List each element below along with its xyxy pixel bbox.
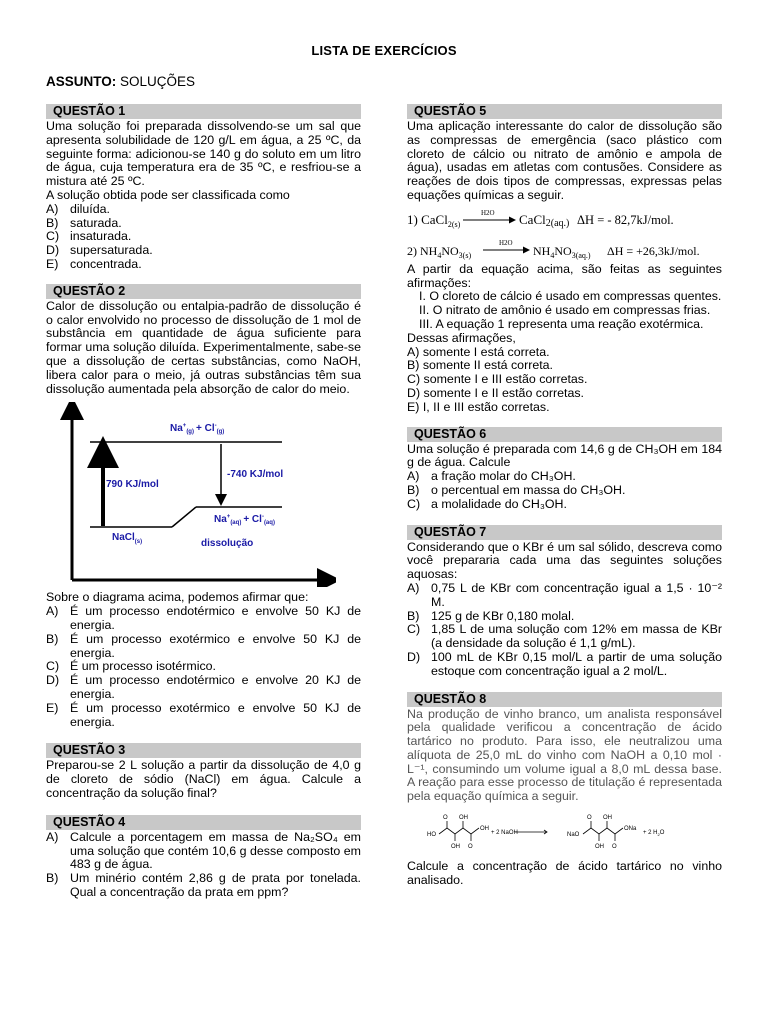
option-b [407,610,722,624]
solid-label: NaCl$_{(s)}$ [112,532,143,546]
hydration-energy-label: -740 KJ/mol [227,469,284,481]
eq1-solvent: H2O [481,208,495,217]
option-c [407,623,722,651]
enthalpy-diagram [46,402,336,587]
option-text: a fração molar do CH₃OH. [431,469,576,484]
reactant-chain [439,828,479,834]
option-a [407,582,722,610]
eq2-product: $NH_4NO_{3(aq.)}$ [533,243,591,260]
option-d: D) somente I e II estão corretas. [407,385,584,400]
question-1-options [46,203,361,272]
option-letter: A) [407,580,420,595]
option-b [407,484,722,498]
option-e [46,258,361,272]
option-text: É um processo exotérmico e envolve 50 KJ de energia. [70,700,361,729]
statement-3: III. A equação 1 representa uma reação exotérmica. [419,316,704,331]
reactant-o2: O [468,844,473,851]
dissolution-path [172,507,196,527]
question-5-lead: Dessas afirmações, [407,330,516,345]
product-ona: ONa [624,826,637,833]
option-b [46,217,361,231]
equation-2 [407,237,722,263]
lattice-energy-label: 790 KJ/mol [106,479,159,491]
option-c [46,230,361,244]
option-letter: B) [407,608,420,623]
option-text: 1,85 L de uma solução com 12% em massa de KBr (a densidade da solução é 1,1 g/mL). [431,622,722,651]
option-e: E) I, II e III estão corretas. [407,399,550,414]
product-oh2: OH [595,844,604,851]
eq2-enthalpy: ΔH = +26,3kJ/mol. [607,243,700,258]
option-b: B) somente II está correta. [407,358,553,373]
statement-1: I. O cloreto de cálcio é usado em compressas quentes. [419,289,722,304]
eq1-enthalpy: ΔH = - 82,7kJ/mol. [577,212,674,227]
question-4-items [46,831,361,900]
question-2-prompt: Sobre o diagrama acima, podemos afirmar que: [46,590,309,605]
page-title: LISTA DE EXERCÍCIOS [311,43,457,58]
option-text: a molalidade do CH₃OH. [431,496,567,511]
left-column [46,104,361,900]
option-text: supersaturada. [70,243,153,258]
option-text: É um processo endotérmico e envolve 50 KJ de energia. [70,604,361,632]
option-e [46,702,361,730]
item-letter: B) [46,871,59,886]
question-7-text: Considerando que o KBr é um sal sólido, descreva como você prepararia cada uma das seguintes soluções aquosas: [407,539,722,582]
eq2-solvent: H2O [499,238,513,247]
water-product: + 2 $H_2O$ [643,830,665,838]
option-c [407,498,722,512]
eq1-reactant: 1) CaCl$_{2(s)}$ [407,211,461,229]
option-d [407,651,722,679]
option-letter: E) [46,700,59,715]
product-chain [583,828,623,834]
product-nao: NaO [567,832,580,839]
question-3-text: Preparou-se 2 L solução a partir da dissolução de 4,0 g de cloreto de sódio (NaCl) em água. Calcule a concentração da solução final? [46,758,361,800]
reactant-oh1: OH [459,815,468,822]
eq1-product: CaCl2(aq.) [519,211,570,229]
option-text: concentrada. [70,256,142,271]
option-letter: B) [46,215,59,230]
question-2-text: Calor de dissolução ou entalpia-padrão de dissolução é o calor envolvido no processo de dissolução de 1 mol de substância em quantidade de água suficiente para formar uma solução diluída. Experimentalmente, sabe-se que a dissolução de certas substâncias, como NaOH, libera calor para o meio, já outras substâncias têm sua dissolução aumentada pela absorção de calor do meio. [46,298,361,396]
question-6-options [407,470,722,511]
question-4-header: QUESTÃO 4 [46,815,361,830]
option-text: 125 g de KBr 0,180 molal. [431,608,575,623]
question-5-statements [407,290,722,331]
question-5-options [407,346,722,415]
statement-2: II. O nitrato de amônio é usado em compressas frias. [419,303,711,318]
option-text: É um processo endotérmico e envolve 20 KJ de energia. [70,673,361,701]
item-b [46,872,361,900]
option-letter: D) [46,243,60,258]
question-8-header: QUESTÃO 8 [407,692,722,707]
option-text: É um processo isotérmico. [70,659,216,674]
eq2-reactant: 2) $NH_4NO_{3(s)}$ [407,243,472,260]
option-text: 0,75 L de KBr com concentração igual a 1,5 · 10⁻² M. [431,580,722,609]
question-2-header: QUESTÃO 2 [46,284,361,299]
option-text: saturada. [70,215,122,230]
question-5-header: QUESTÃO 5 [407,104,722,119]
product-oh1: OH [603,815,612,822]
option-letter: E) [46,256,59,271]
option-a [46,605,361,633]
item-letter: A) [46,829,59,844]
option-d [46,674,361,702]
option-letter: C) [46,659,60,674]
option-letter: A) [46,604,59,619]
question-3-header: QUESTÃO 3 [46,743,361,758]
subject-value: SOLUÇÕES [116,74,196,89]
reactant-ho: HO [427,832,436,839]
option-letter: D) [407,649,421,664]
option-text: diluída. [70,201,110,216]
option-text: o percentual em massa do CH₃OH. [431,482,626,497]
reactant-oh3: OH [480,826,489,833]
option-d [46,244,361,258]
subject-line [46,74,195,89]
item-text: Um minério contém 2,86 g de prata por tonelada. Qual a concentração da prata em ppm? [70,871,361,899]
option-a: A) somente I está correta. [407,344,550,359]
equation-1 [407,207,722,233]
item-text: Calcule a porcentagem em massa de Na₂SO₄ em uma solução que contém 10,6 g desse composto em 483 g de água. [70,829,361,872]
question-7-options [407,582,722,679]
question-6-header: QUESTÃO 6 [407,427,722,442]
question-5-prompt: A partir da equação acima, são feitas as seguintes afirmações: [407,261,722,290]
equation-2-svg [407,237,722,263]
reactant-oh2: OH [451,844,460,851]
option-letter: A) [407,469,420,484]
question-1-text: Uma solução foi preparada dissolvendo-se um sal que apresenta solubilidade de 120 g/L em água, a 25 ºC, da seguinte forma: adicionou-se 140 g do soluto em um litro de água, cuja temperatura era de 35 ºC, e resfriou-se a mistura até 25 ºC. [46,119,361,189]
option-letter: C) [407,622,421,637]
naoh-reagent: + 2 NaOH [491,830,518,837]
option-letter: A) [46,201,59,216]
right-column [407,104,722,888]
item-a [46,831,361,872]
tartaric-reaction-svg [407,808,722,858]
enthalpy-diagram-svg [46,402,336,587]
option-letter: B) [407,482,420,497]
option-a [407,470,722,484]
subject-label: ASSUNTO: [46,74,117,89]
question-6-text: Uma solução é preparada com 14,6 g de CH₃OH em 184 g de água. Calcule [407,441,722,470]
question-8-text: Na produção de vinho branco, um analista responsável pela qualidade verificou a concentração de ácido tartárico no produto. Para isso, ele neutralizou uma alíquota de 25,0 mL do vinho com NaOH a 0,10 mol · L⁻¹, consumindo um volume igual a 8,0 mL dessa base. A reação para esse processo de titulação é representada pela equação química a seguir. [407,706,722,804]
question-1-prompt: A solução obtida pode ser classificada como [46,187,290,202]
option-letter: D) [46,673,60,688]
product-o1: O [587,815,592,822]
option-a [46,203,361,217]
question-7-header: QUESTÃO 7 [407,525,722,540]
question-8-prompt: Calcule a concentração de ácido tartárico no vinho analisado. [407,859,722,887]
dissolution-label: dissolução [201,538,254,550]
question-2-options [46,605,361,729]
option-letter: C) [407,496,421,511]
option-text: É um processo exotérmico e envolve 50 KJ de energia. [70,631,361,660]
option-c: C) somente I e III estão corretas. [407,372,588,387]
gas-ions-label: $Na^+_{(g)} + Cl^-_{(g)}$ [170,423,225,436]
product-o2: O [612,844,617,851]
aq-ions-label: $Na^+_{(aq)} + Cl^-_{(aq)}$ [214,514,275,527]
option-letter: B) [46,631,59,646]
question-5-text: Uma aplicação interessante do calor de dissolução são as compressas de emergência (saco plástico com cloreto de cálcio ou nitrato de amônio e ampola de água), usadas em atletas com contusões. Considere as reações de dois tipos de compressas, expressas pelas equações químicas a seguir. [407,119,722,202]
option-text: insaturada. [70,229,132,244]
option-text: 100 mL de KBr 0,15 mol/L a partir de uma solução estoque com concentração igual a 2 mol/L. [431,649,722,678]
equation-1-svg [407,207,722,233]
option-b [46,633,361,661]
reactant-o1: O [443,815,448,822]
question-1-header: QUESTÃO 1 [46,104,361,119]
tartaric-reaction [407,808,722,858]
option-letter: C) [46,229,60,244]
